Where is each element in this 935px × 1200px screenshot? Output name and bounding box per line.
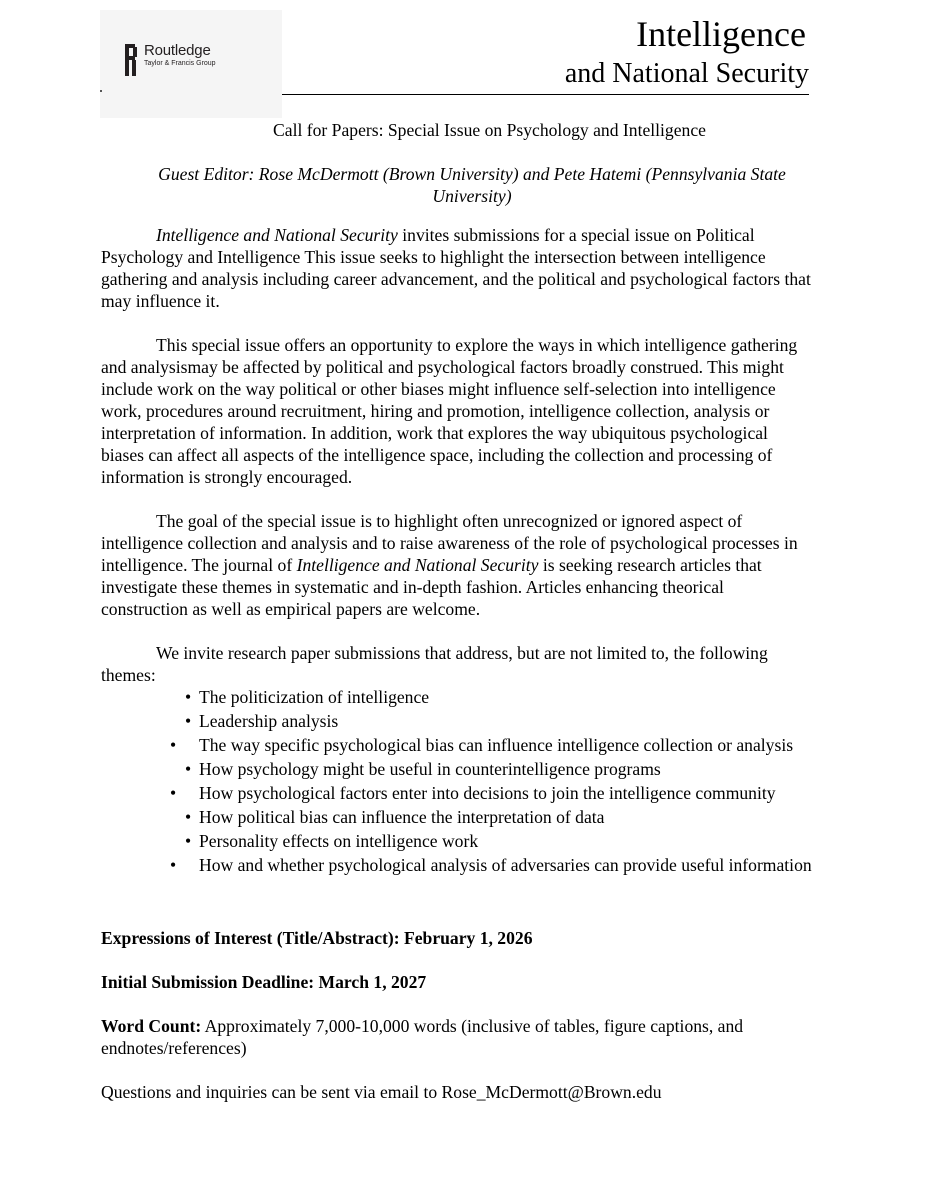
theme-item: • How and whether psychological analysis of adversaries can provide useful information xyxy=(185,854,813,876)
theme-item: • The way specific psychological bias can influence intelligence collection or analysis xyxy=(185,734,813,756)
contact-line: Questions and inquiries can be sent via email to Rose_McDermott@Brown.edu xyxy=(101,1082,662,1102)
journal-name-italic: Intelligence and National Security xyxy=(296,555,539,575)
guest-editor-line: Guest Editor: Rose McDermott (Brown University) and Pete Hatemi (Pennsylvania State University) xyxy=(158,164,786,206)
intro-paragraph-text: invites submissions for a special issue on Political Psychology and Intelligence This issue seeks to highlight the intersection between intelligence gathering and analysis including career advancement, and the political and psychological factors that may influence it. xyxy=(101,225,811,311)
theme-item: • The politicization of intelligence xyxy=(185,686,813,708)
masthead-rule xyxy=(282,94,809,95)
themes-intro-paragraph: We invite research paper submissions that address, but are not limited to, the following themes: xyxy=(101,643,768,685)
scope-paragraph: This special issue offers an opportunity to explore the ways in which intelligence gathering and analysismay be affected by political and psychological factors broadly construed. This might include work on the way political or other biases might influence self-selection into intelligence work, procedures around recruitment, hiring and promotion, intelligence collection, analysis or interpretation of information. In addition, work that explores the way ubiquitous psychological biases can affect all aspects of the intelligence space, including the collection and processing of information is strongly encouraged. xyxy=(101,335,798,487)
publisher-name: Routledge xyxy=(144,42,211,59)
stray-mark xyxy=(100,90,102,92)
journal-subtitle: and National Security xyxy=(564,58,809,89)
word-count-text: Approximately 7,000-10,000 words (inclusive of tables, figure captions, and endnotes/references) xyxy=(101,1016,744,1058)
expressions-of-interest-deadline xyxy=(101,927,813,949)
goal-paragraph xyxy=(101,510,813,620)
call-for-papers-title: Call for Papers: Special Issue on Psychology and Intelligence xyxy=(273,120,706,140)
theme-item: • Personality effects on intelligence work xyxy=(185,830,813,852)
themes-list xyxy=(101,686,813,876)
eoi-text: Expressions of Interest (Title/Abstract): February 1, 2026 xyxy=(101,928,533,948)
theme-item: • How psychological factors enter into decisions to join the intelligence community xyxy=(185,782,813,804)
theme-item: • How psychology might be useful in counterintelligence programs xyxy=(185,758,813,780)
publisher-subtitle: Taylor & Francis Group xyxy=(144,60,216,67)
word-count xyxy=(101,1015,813,1059)
word-count-label: Word Count: xyxy=(101,1016,202,1036)
journal-name-italic: Intelligence and National Security xyxy=(156,225,398,245)
document-body xyxy=(101,116,813,1103)
theme-item: • Leadership analysis xyxy=(185,710,813,732)
publisher-logo xyxy=(100,10,282,118)
theme-item: • How political bias can influence the interpretation of data xyxy=(185,806,813,828)
intro-paragraph xyxy=(101,224,813,312)
initial-deadline-text: Initial Submission Deadline: March 1, 2027 xyxy=(101,972,427,992)
goal-paragraph-text-a: The goal of the special issue is to highlight often unrecognized or ignored aspect of intelligence collection and analysis and to raise awareness of the role of psychological processes in intelligence. The journal of xyxy=(101,511,798,575)
goal-paragraph-text-b: is seeking research articles that investigate these themes in systematic and in-depth fashion. Articles enhancing theorical construction as well as empirical papers are welcome. xyxy=(101,555,762,619)
initial-submission-deadline xyxy=(101,971,813,993)
journal-title: Intelligence xyxy=(636,14,806,54)
routledge-r-icon xyxy=(124,44,138,76)
